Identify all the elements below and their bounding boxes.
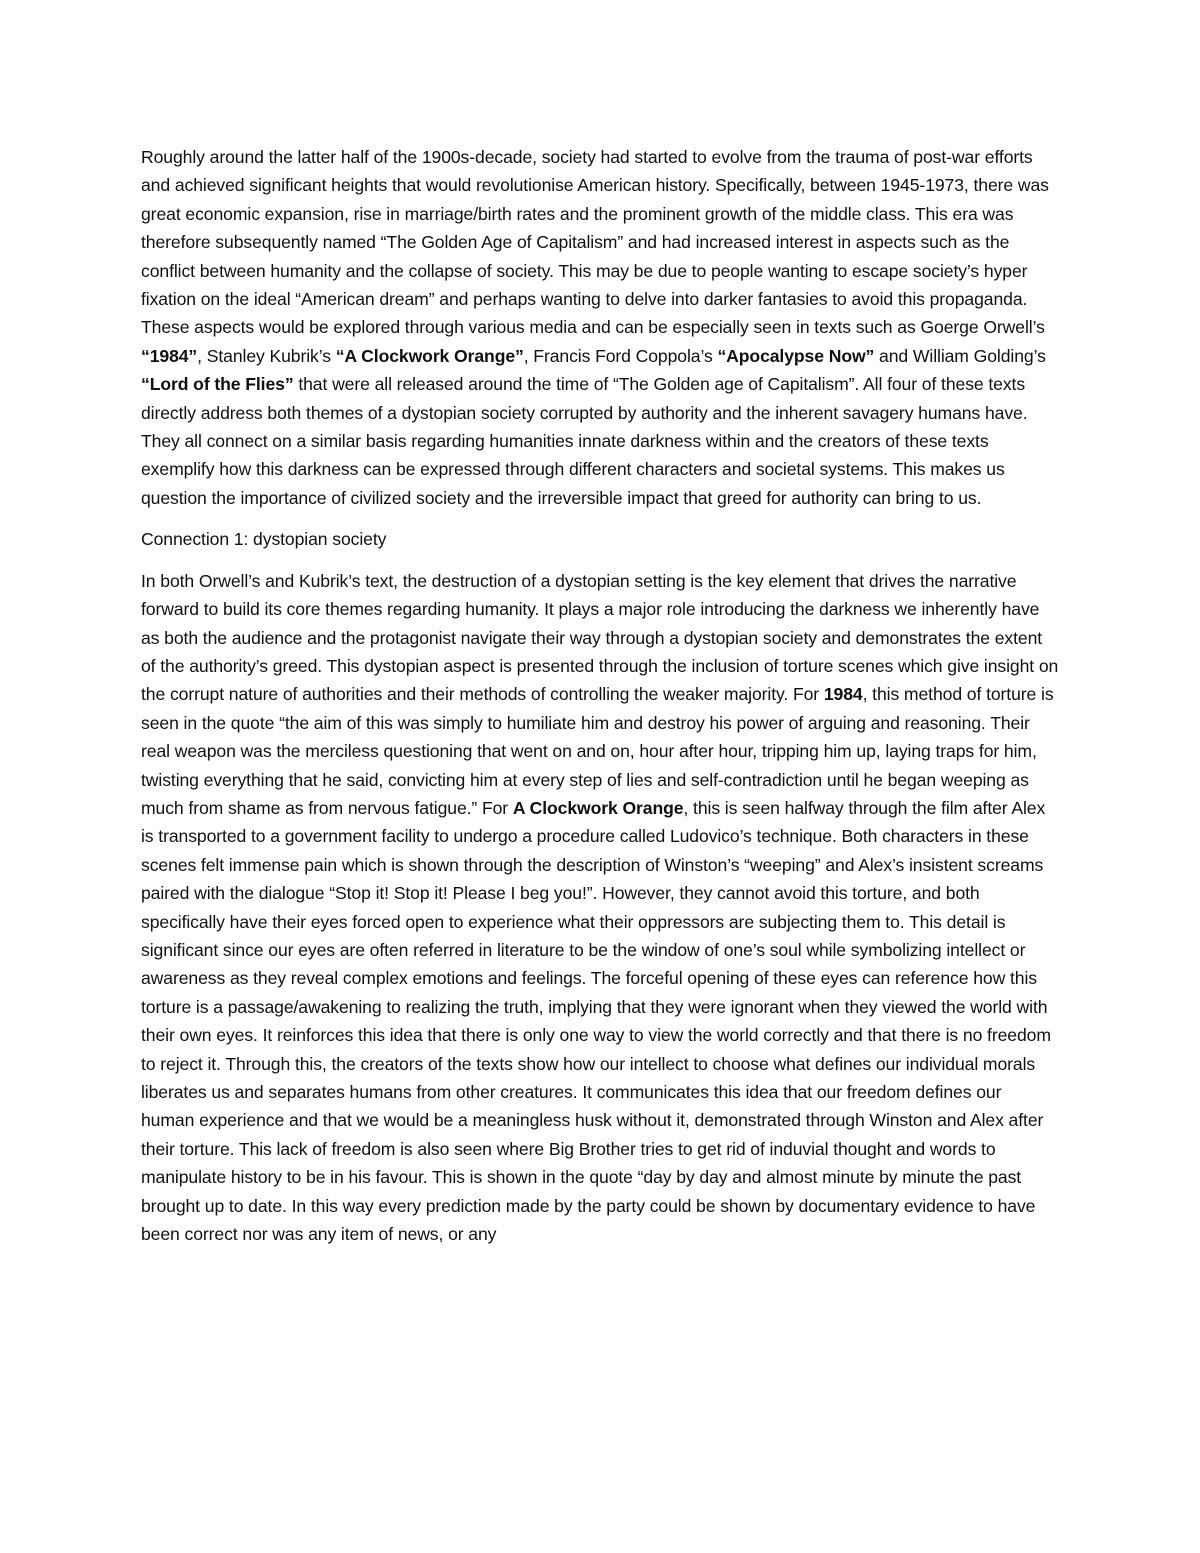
section-heading: Connection 1: dystopian society <box>141 529 387 550</box>
document-body <box>141 143 1059 1248</box>
title-1984: “1984” <box>141 345 198 366</box>
body-paragraph <box>141 567 1059 1249</box>
body-text-2: , this method of torture is seen in the quote “the aim of this was simply to humiliate him and destroy his power of arguing and reasoning. Their real weapon was the merciless questioning that went on and on, hour after hour, tripping him up, laying traps for him, twisting everything that he said, convicting him at every step of lies and self-contradiction until he began weeping as much from shame as from nervous fatigue.” For <box>141 684 1054 818</box>
intro-text-3: , Francis Ford Coppola’s <box>523 345 718 366</box>
title-lord-of-the-flies: “Lord of the Flies” <box>141 374 294 395</box>
body-text-1: In both Orwell’s and Kubrik’s text, the destruction of a dystopian setting is the key element that drives the narrative forward to build its core themes regarding humanity. It plays a major role introducing the darkness we inherently have as both the audience and the protagonist navigate their way through a dystopian society and demonstrates the extent of the authority’s greed. This dystopian aspect is presented through the inclusion of torture scenes which give insight on the corrupt nature of authorities and their methods of controlling the weaker majority. For <box>141 570 1059 705</box>
intro-paragraph <box>141 143 1059 512</box>
body-text-3: , this is seen halfway through the film after Alex is transported to a government facility to undergo a procedure called Ludovico’s technique. Both characters in these scenes felt immense pain which is shown through the description of Winston’s “weeping” and Alex’s insistent screams paired with the dialogue “Stop it! Stop it! Please I beg you!”. However, they cannot avoid this torture, and both specifically have their eyes forced open to experience what their oppressors are subjecting them to. This detail is significant since our eyes are often referred in literature to be the window of one’s soul while symbolizing intellect or awareness as they reveal complex emotions and feelings. The forceful opening of these eyes can reference how this torture is a passage/awakening to realizing the truth, implying that they were ignorant when they viewed the world with their own eyes. It reinforces this idea that there is only one way to view the world correctly and that there is no freedom to reject it. Through this, the creators of the texts show how our intellect to choose what defines our individual morals liberates us and separates humans from other creatures. It communicates this idea that our freedom defines our human experience and that we would be a meaningless husk without it, demonstrated through Winston and Alex after their torture. This lack of freedom is also seen where Big Brother tries to get rid of induvial thought and words to manipulate history to be in his favour. This is shown in the quote “day by day and almost minute by minute the past brought up to date. In this way every prediction made by the party could be shown by documentary evidence to have been correct nor was any item of news, or any <box>141 797 1051 1245</box>
intro-text-1: Roughly around the latter half of the 1900s-decade, society had started to evolve from the trauma of post-war efforts and achieved significant heights that would revolutionise American history. Specifically, between 1945-1973, there was great economic expansion, rise in marriage/birth rates and the prominent growth of the middle class. This era was therefore subsequently named “The Golden Age of Capitalism” and had increased interest in aspects such as the conflict between humanity and the collapse of society. This may be due to people wanting to escape society’s hyper fixation on the ideal “American dream” and perhaps wanting to delve into darker fantasies to avoid this propaganda. These aspects would be explored through various media and can be especially seen in texts such as Goerge Orwell’s <box>141 147 1049 338</box>
intro-text-4: and William Golding’s <box>874 345 1046 366</box>
title-a-clockwork-orange: “A Clockwork Orange” <box>335 345 524 366</box>
title-apocalypse-now: “Apocalypse Now” <box>717 345 875 366</box>
intro-text-2: , Stanley Kubrik’s <box>197 345 336 366</box>
title-a-clockwork-orange-inline: A Clockwork Orange <box>512 797 684 818</box>
intro-text-5: that were all released around the time of “The Golden age of Capitalism”. All four of these texts directly address both themes of a dystopian society corrupted by authority and the inherent savagery humans have. They all connect on a similar basis regarding humanities innate darkness within and the creators of these texts exemplify how this darkness can be expressed through different characters and societal systems. This makes us question the importance of civilized society and the irreversible impact that greed for authority can bring to us. <box>141 374 1028 508</box>
title-1984-inline: 1984 <box>823 684 863 705</box>
